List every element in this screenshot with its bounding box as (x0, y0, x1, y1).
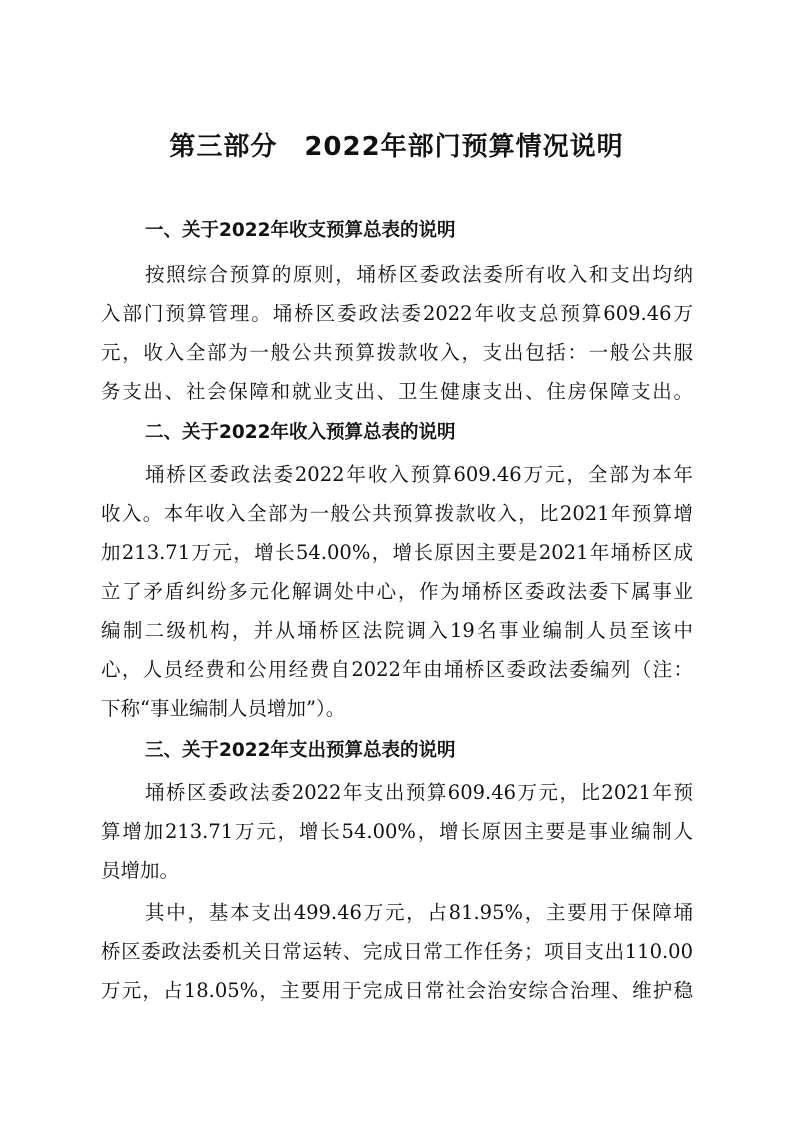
paragraph-line: 按照综合预算的原则，埇桥区委政法委所有收入和支出均纳 (145, 263, 693, 286)
section-heading-3: 三、关于2022年支出预算总表的说明 (145, 740, 456, 761)
paragraph-line: 埇桥区委政法委2022年收入预算609.46万元，全部为本年 (145, 463, 693, 486)
paragraph-line: 桥区委政法委机关日常运转、完成日常工作任务；项目支出110.00 (101, 940, 693, 963)
paragraph-line: 心，人员经费和公用经费自2022年由埇桥区委政法委编列（注： (101, 658, 693, 681)
paragraph-line: 立了矛盾纠纷多元化解调处中心，作为埇桥区委政法委下属事业 (101, 580, 693, 603)
paragraph-line: 埇桥区委政法委2022年支出预算609.46万元，比2021年预 (145, 781, 693, 804)
paragraph-line: 元，收入全部为一般公共预算拨款收入，支出包括：一般公共服 (101, 341, 693, 364)
paragraph-line: 万元，占18.05%，主要用于完成日常社会治安综合治理、维护稳 (101, 979, 693, 1002)
section-heading-2: 二、关于2022年收入预算总表的说明 (145, 422, 456, 443)
paragraph-line: 务支出、社会保障和就业支出、卫生健康支出、住房保障支出。 (101, 380, 693, 403)
paragraph-line: 算增加213.71万元，增长54.00%，增长原因主要是事业编制人 (101, 820, 693, 843)
paragraph-line: 其中，基本支出499.46万元，占81.95%，主要用于保障埇 (145, 901, 693, 924)
section-heading-1: 一、关于2022年收支预算总表的说明 (145, 220, 456, 241)
paragraph-line: 收入。本年收入全部为一般公共预算拨款收入，比2021年预算增 (101, 502, 693, 525)
paragraph-line: 加213.71万元，增长54.00%，增长原因主要是2021年埇桥区成 (101, 541, 693, 564)
paragraph-line: 入部门预算管理。埇桥区委政法委2022年收支总预算609.46万 (101, 302, 693, 325)
paragraph-line: 编制二级机构，并从埇桥区法院调入19名事业编制人员至该中 (101, 619, 693, 642)
page-title: 第三部分 2022年部门预算情况说明 (169, 132, 624, 162)
paragraph-line: 员增加。 (101, 859, 180, 882)
paragraph-line: 下称“事业编制人员增加”）。 (101, 697, 346, 720)
